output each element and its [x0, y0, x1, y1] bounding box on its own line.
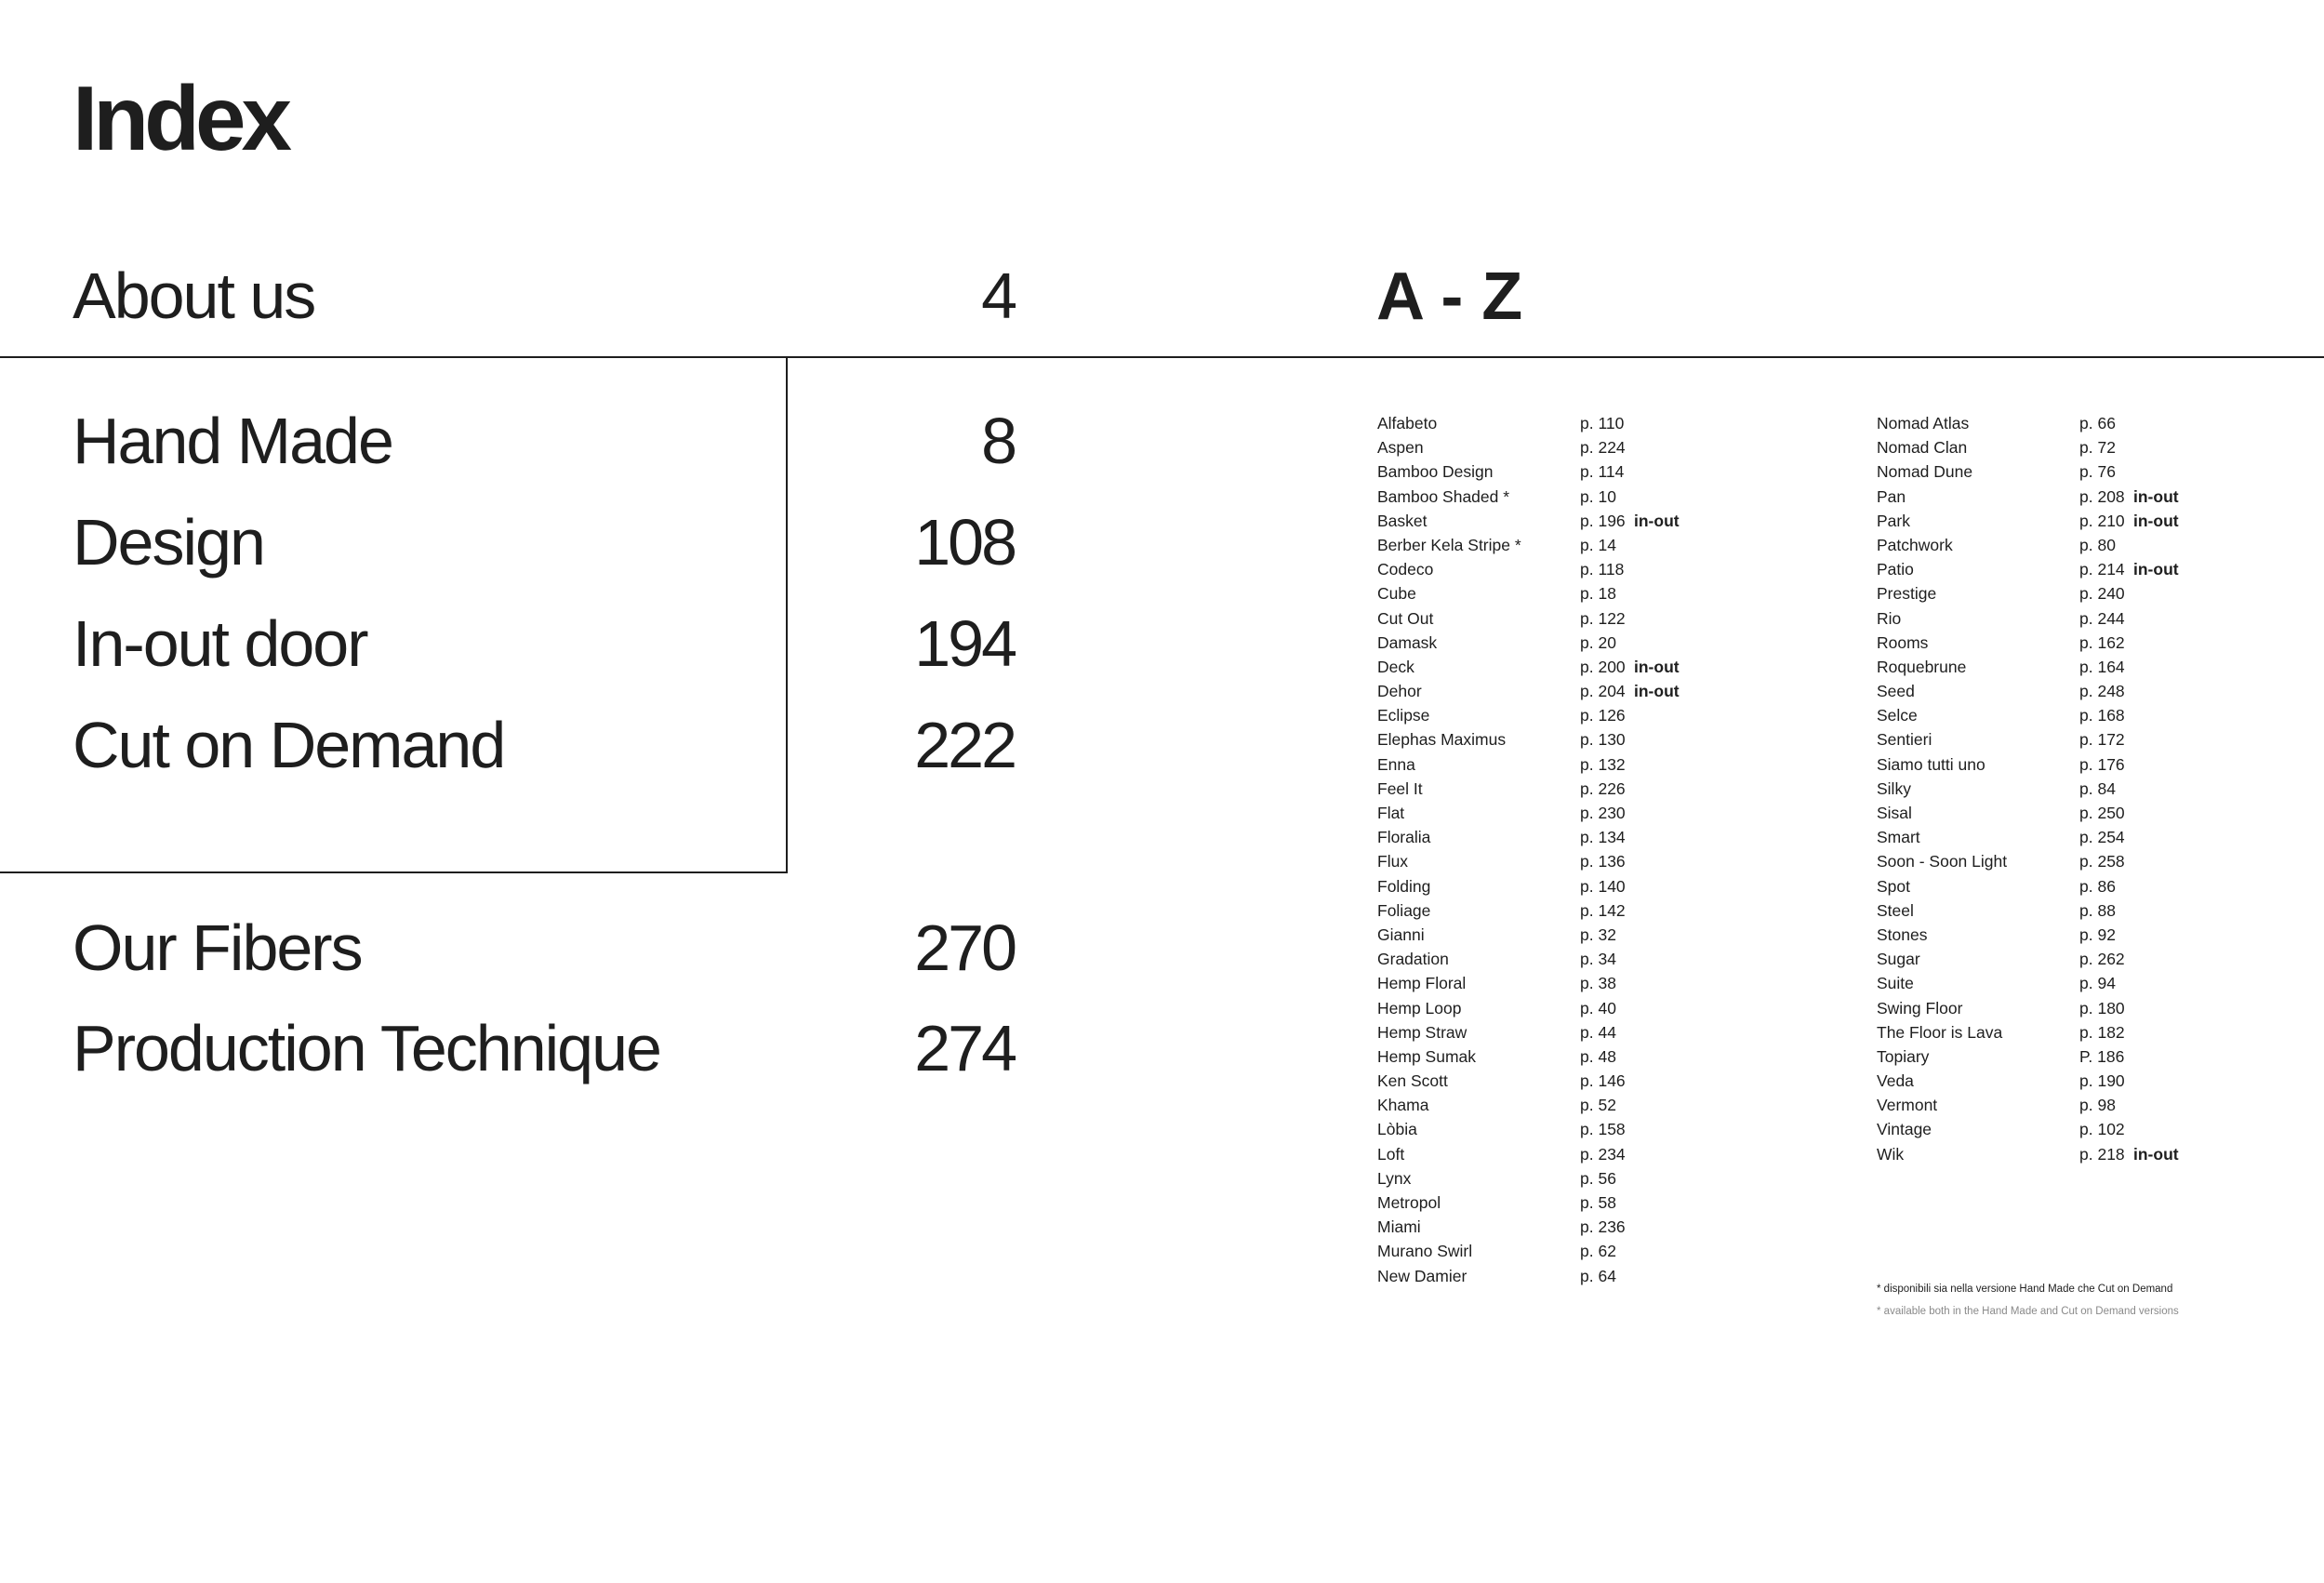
az-entry[interactable]: [1377, 559, 1861, 583]
az-entry[interactable]: [1377, 1046, 1861, 1071]
az-entry-name: Patio: [1877, 560, 1914, 579]
az-entry-page: p. 136: [1580, 852, 1626, 871]
section-label-hand-made[interactable]: Hand Made: [73, 405, 392, 477]
az-entry-page: p. 250: [2079, 804, 2125, 822]
az-entry-page: p. 204: [1580, 682, 1626, 701]
az-entry[interactable]: [1877, 632, 2304, 657]
az-entry[interactable]: [1377, 608, 1861, 632]
az-entry-name: Cut Out: [1377, 608, 1434, 628]
az-entry-page: p. 132: [1580, 754, 1626, 774]
az-entry[interactable]: [1877, 413, 2304, 437]
az-entry-name: Prestige: [1877, 584, 1937, 604]
section-label-about-us[interactable]: About us: [73, 259, 315, 332]
az-entry[interactable]: [1377, 1217, 1861, 1241]
az-entry-page: p. 214: [2079, 560, 2125, 579]
az-entry-name: Gianni: [1377, 925, 1425, 944]
az-entry-page: p. 66: [2079, 414, 2116, 432]
az-entry-page: p. 86: [2079, 876, 2116, 896]
az-entry-name: Flat: [1377, 804, 1405, 822]
az-entry[interactable]: [1377, 729, 1861, 753]
az-entry[interactable]: [1877, 754, 2304, 778]
az-entry-page: p. 230: [1580, 804, 1626, 822]
az-entry-name: New Damier: [1377, 1266, 1467, 1285]
in-out-tag: in-out: [1634, 657, 1680, 676]
az-entry-page: p. 248: [2079, 682, 2125, 701]
az-entry[interactable]: [1877, 778, 2304, 803]
az-entry-name: Deck: [1377, 657, 1414, 676]
footnote-english: * available both in the Hand Made and Cut on Demand versions: [1877, 1306, 2179, 1317]
az-entry-page: p. 84: [2079, 778, 2116, 798]
az-entry-page: p. 52: [1580, 1096, 1616, 1115]
az-entry-page: p. 164: [2079, 657, 2125, 676]
az-entry-page: p. 38: [1580, 974, 1616, 993]
az-entry-name: Topiary: [1877, 1046, 1930, 1066]
az-entry[interactable]: [1377, 973, 1861, 997]
az-title: A - Z: [1376, 259, 1523, 334]
section-page-hand-made: 8: [981, 405, 1015, 477]
az-entry-name: Suite: [1877, 974, 1914, 993]
az-entry-page: p. 32: [1580, 925, 1616, 944]
az-entry[interactable]: [1377, 949, 1861, 973]
az-entry-page: p. 176: [2079, 754, 2125, 774]
az-entry-page: p. 224: [1580, 438, 1626, 458]
az-entry-page: p. 196: [1580, 511, 1626, 530]
az-entry-page: p. 226: [1580, 778, 1626, 798]
az-entry[interactable]: [1377, 1168, 1861, 1192]
az-entry-name: Rooms: [1877, 632, 1929, 652]
az-entry[interactable]: [1377, 486, 1861, 511]
az-entry-page: p. 14: [1580, 535, 1616, 554]
az-entry-page: p. 210: [2079, 511, 2125, 530]
az-entry[interactable]: [1877, 1071, 2304, 1095]
az-entry-name: Khama: [1377, 1096, 1429, 1115]
in-out-tag: in-out: [2133, 1144, 2179, 1164]
az-entry-name: Berber Kela Stripe *: [1377, 535, 1521, 554]
az-entry[interactable]: [1377, 461, 1861, 486]
az-entry-name: Hemp Loop: [1377, 998, 1462, 1018]
az-entry-page: p. 98: [2079, 1096, 2116, 1115]
az-entry-name: Rio: [1877, 608, 1902, 628]
az-entry-name: Enna: [1377, 754, 1415, 774]
in-out-tag: in-out: [1634, 511, 1680, 530]
az-entry-name: Steel: [1877, 900, 1914, 920]
az-entry[interactable]: [1377, 705, 1861, 729]
az-entry[interactable]: [1377, 925, 1861, 949]
az-entry[interactable]: [1877, 657, 2304, 681]
az-entry-name: Vintage: [1877, 1120, 1932, 1139]
az-entry-page: p. 208: [2079, 486, 2125, 506]
az-entry-page: p. 262: [2079, 950, 2125, 969]
az-entry[interactable]: [1877, 461, 2304, 486]
az-entry[interactable]: [1877, 705, 2304, 729]
section-page-design: 108: [914, 506, 1015, 579]
az-entry-name: Hemp Straw: [1377, 1022, 1467, 1042]
az-entry-page: p. 190: [2079, 1071, 2125, 1091]
az-entry[interactable]: [1377, 583, 1861, 607]
az-entry-name: Nomad Clan: [1877, 438, 1968, 458]
az-entry[interactable]: [1877, 729, 2304, 753]
az-entry-name: Alfabeto: [1377, 414, 1438, 432]
az-entry-name: Ken Scott: [1377, 1071, 1448, 1091]
az-entry[interactable]: [1377, 1022, 1861, 1046]
page-title: Index: [73, 67, 287, 169]
az-entry-page: p. 118: [1580, 560, 1625, 579]
az-entry-name: Wik: [1877, 1144, 1905, 1164]
az-entry-name: Metropol: [1377, 1193, 1441, 1212]
section-page-about-us: 4: [981, 259, 1015, 332]
az-entry-name: Elephas Maximus: [1377, 730, 1507, 750]
az-entry-name: Eclipse: [1377, 706, 1430, 725]
az-entry-page: p. 218: [2079, 1144, 2125, 1164]
az-entry-name: Nomad Atlas: [1877, 414, 1970, 432]
az-entry-page: p. 18: [1580, 584, 1616, 604]
az-entry-page: p. 80: [2079, 535, 2116, 554]
az-entry-name: Sentieri: [1877, 730, 1932, 750]
az-entry[interactable]: [1877, 511, 2304, 535]
az-entry-name: Swing Floor: [1877, 998, 1963, 1018]
in-out-tag: in-out: [2133, 511, 2179, 530]
in-out-tag: in-out: [1634, 682, 1680, 701]
az-entry-name: Feel It: [1377, 778, 1423, 798]
az-entry-name: Seed: [1877, 682, 1915, 701]
az-entry[interactable]: [1377, 1095, 1861, 1119]
az-entry-page: p. 72: [2079, 438, 2116, 458]
az-entry-page: p. 134: [1580, 828, 1626, 847]
section-label-design[interactable]: Design: [73, 506, 264, 579]
az-entry-page: p. 172: [2079, 730, 2125, 750]
az-entry[interactable]: [1877, 998, 2304, 1022]
az-entry-name: Murano Swirl: [1377, 1242, 1473, 1261]
az-entry-page: p. 240: [2079, 584, 2125, 604]
az-entry-page: p. 10: [1580, 486, 1616, 506]
az-entry-name: Vermont: [1877, 1096, 1938, 1115]
az-entry-name: Bamboo Shaded *: [1377, 486, 1510, 506]
az-entry[interactable]: [1877, 1119, 2304, 1143]
az-entry-name: The Floor is Lava: [1877, 1022, 2003, 1042]
az-entry[interactable]: [1877, 1022, 2304, 1046]
az-entry[interactable]: [1877, 803, 2304, 827]
az-entry-page: p. 254: [2079, 828, 2125, 847]
az-entry-name: Silky: [1877, 778, 1911, 798]
az-entry-page: p. 182: [2079, 1022, 2125, 1042]
az-entry-name: Basket: [1377, 511, 1428, 530]
section-page-in-out-door: 194: [914, 607, 1015, 680]
az-entry-page: p. 180: [2079, 998, 2125, 1018]
az-entry[interactable]: [1877, 876, 2304, 900]
az-entry-name: Nomad Dune: [1877, 462, 1973, 482]
az-entry[interactable]: [1377, 1266, 1861, 1290]
az-entry[interactable]: [1377, 851, 1861, 875]
az-entry-page: p. 44: [1580, 1022, 1616, 1042]
az-entry-page: p. 94: [2079, 974, 2116, 993]
az-entry[interactable]: [1877, 486, 2304, 511]
az-entry-name: Damask: [1377, 632, 1438, 652]
az-entry[interactable]: [1877, 925, 2304, 949]
az-column-right: [1877, 413, 2304, 1168]
az-entry-page: p. 34: [1580, 950, 1616, 969]
az-entry-page: p. 126: [1580, 706, 1626, 725]
az-entry-page: p. 58: [1580, 1193, 1616, 1212]
az-entry-page: p. 114: [1580, 462, 1625, 482]
az-entry-name: Roquebrune: [1877, 657, 1967, 676]
az-entry[interactable]: [1377, 1192, 1861, 1217]
az-entry-page: P. 186: [2079, 1046, 2125, 1066]
az-entry-page: p. 236: [1580, 1217, 1626, 1237]
az-entry-name: Selce: [1877, 706, 1918, 725]
az-entry[interactable]: [1877, 949, 2304, 973]
az-entry-page: p. 62: [1580, 1242, 1616, 1261]
az-entry[interactable]: [1377, 876, 1861, 900]
in-out-tag: in-out: [2133, 560, 2179, 579]
az-entry[interactable]: [1377, 754, 1861, 778]
az-entry-page: p. 20: [1580, 632, 1616, 652]
az-entry[interactable]: [1877, 827, 2304, 851]
section-page-our-fibers: 270: [914, 911, 1015, 984]
az-entry-name: Flux: [1377, 852, 1409, 871]
az-entry-name: Hemp Sumak: [1377, 1046, 1477, 1066]
az-entry[interactable]: [1877, 1046, 2304, 1071]
az-entry-page: p. 140: [1580, 876, 1626, 896]
az-entry-page: p. 102: [2079, 1120, 2125, 1139]
az-entry-page: p. 158: [1580, 1120, 1626, 1139]
az-entry[interactable]: [1877, 1095, 2304, 1119]
az-entry-name: Pan: [1877, 486, 1906, 506]
az-entry[interactable]: [1377, 657, 1861, 681]
az-entry[interactable]: [1877, 583, 2304, 607]
az-entry-page: p. 162: [2079, 632, 2125, 652]
az-entry[interactable]: [1377, 827, 1861, 851]
az-entry[interactable]: [1877, 900, 2304, 925]
az-entry-page: p. 122: [1580, 608, 1626, 628]
az-entry-page: p. 244: [2079, 608, 2125, 628]
az-entry-name: Floralia: [1377, 828, 1431, 847]
az-entry-name: Patchwork: [1877, 535, 1953, 554]
az-entry-name: Lynx: [1377, 1168, 1412, 1188]
az-entry-name: Smart: [1877, 828, 1920, 847]
az-entry[interactable]: [1377, 900, 1861, 925]
az-entry-page: p. 200: [1580, 657, 1626, 676]
az-entry[interactable]: [1377, 1119, 1861, 1143]
az-entry-name: Sugar: [1877, 950, 1920, 969]
az-entry-name: Dehor: [1377, 682, 1422, 701]
az-entry[interactable]: [1377, 511, 1861, 535]
az-entry[interactable]: [1877, 437, 2304, 461]
az-entry-name: Foliage: [1377, 900, 1431, 920]
collections-box-frame: [0, 356, 788, 873]
az-entry-page: p. 142: [1580, 900, 1626, 920]
az-entry-page: p. 56: [1580, 1168, 1616, 1188]
section-label-our-fibers[interactable]: Our Fibers: [73, 911, 362, 984]
az-entry[interactable]: [1377, 778, 1861, 803]
az-entry-page: p. 168: [2079, 706, 2125, 725]
az-entry-name: Hemp Floral: [1377, 974, 1467, 993]
az-entry-name: Soon - Soon Light: [1877, 852, 2008, 871]
az-entry-name: Folding: [1377, 876, 1431, 896]
az-entry-page: p. 48: [1580, 1046, 1616, 1066]
az-entry[interactable]: [1377, 535, 1861, 559]
az-entry[interactable]: [1377, 413, 1861, 437]
az-entry-name: Veda: [1877, 1071, 1914, 1091]
az-entry-name: Gradation: [1377, 950, 1449, 969]
section-page-production-technique: 274: [914, 1012, 1015, 1084]
az-entry-name: Cube: [1377, 584, 1416, 604]
az-entry[interactable]: [1877, 535, 2304, 559]
section-label-cut-on-demand[interactable]: Cut on Demand: [73, 709, 505, 781]
az-entry[interactable]: [1877, 559, 2304, 583]
az-entry-page: p. 146: [1580, 1071, 1626, 1091]
az-entry-name: Spot: [1877, 876, 1910, 896]
az-entry[interactable]: [1877, 973, 2304, 997]
az-entry-name: Siamo tutti uno: [1877, 754, 1985, 774]
az-entry-page: p. 234: [1580, 1144, 1626, 1164]
az-entry-name: Stones: [1877, 925, 1928, 944]
az-entry[interactable]: [1877, 851, 2304, 875]
az-entry[interactable]: [1377, 1144, 1861, 1168]
az-column-left: [1377, 413, 1861, 1290]
section-page-cut-on-demand: 222: [914, 709, 1015, 781]
az-entry[interactable]: [1377, 1071, 1861, 1095]
section-label-production-technique[interactable]: Production Technique: [73, 1012, 660, 1084]
az-entry-page: p. 258: [2079, 852, 2125, 871]
az-entry[interactable]: [1877, 1144, 2304, 1168]
az-entry-name: Lòbia: [1377, 1120, 1417, 1139]
az-entry-page: p. 110: [1580, 414, 1625, 432]
az-entry-page: p. 92: [2079, 925, 2116, 944]
az-entry-page: p. 64: [1580, 1266, 1616, 1285]
az-entry[interactable]: [1877, 608, 2304, 632]
az-entry-name: Aspen: [1377, 438, 1424, 458]
az-entry-page: p. 40: [1580, 998, 1616, 1018]
az-entry[interactable]: [1377, 803, 1861, 827]
az-entry-page: p. 88: [2079, 900, 2116, 920]
az-entry-name: Sisal: [1877, 804, 1912, 822]
az-entry-name: Loft: [1377, 1144, 1405, 1164]
az-entry[interactable]: [1377, 437, 1861, 461]
in-out-tag: in-out: [2133, 486, 2179, 506]
az-entry[interactable]: [1377, 632, 1861, 657]
az-entry[interactable]: [1877, 681, 2304, 705]
az-entry[interactable]: [1377, 1241, 1861, 1265]
az-entry-name: Park: [1877, 511, 1910, 530]
az-entry-name: Miami: [1377, 1217, 1421, 1237]
section-label-in-out-door[interactable]: In-out door: [73, 607, 367, 680]
az-entry-page: p. 76: [2079, 462, 2116, 482]
az-entry-name: Codeco: [1377, 560, 1434, 579]
az-entry-page: p. 130: [1580, 730, 1626, 750]
footnote-italian: * disponibili sia nella versione Hand Made che Cut on Demand: [1877, 1284, 2173, 1295]
az-entry[interactable]: [1377, 998, 1861, 1022]
az-entry[interactable]: [1377, 681, 1861, 705]
az-entry-name: Bamboo Design: [1377, 462, 1494, 482]
